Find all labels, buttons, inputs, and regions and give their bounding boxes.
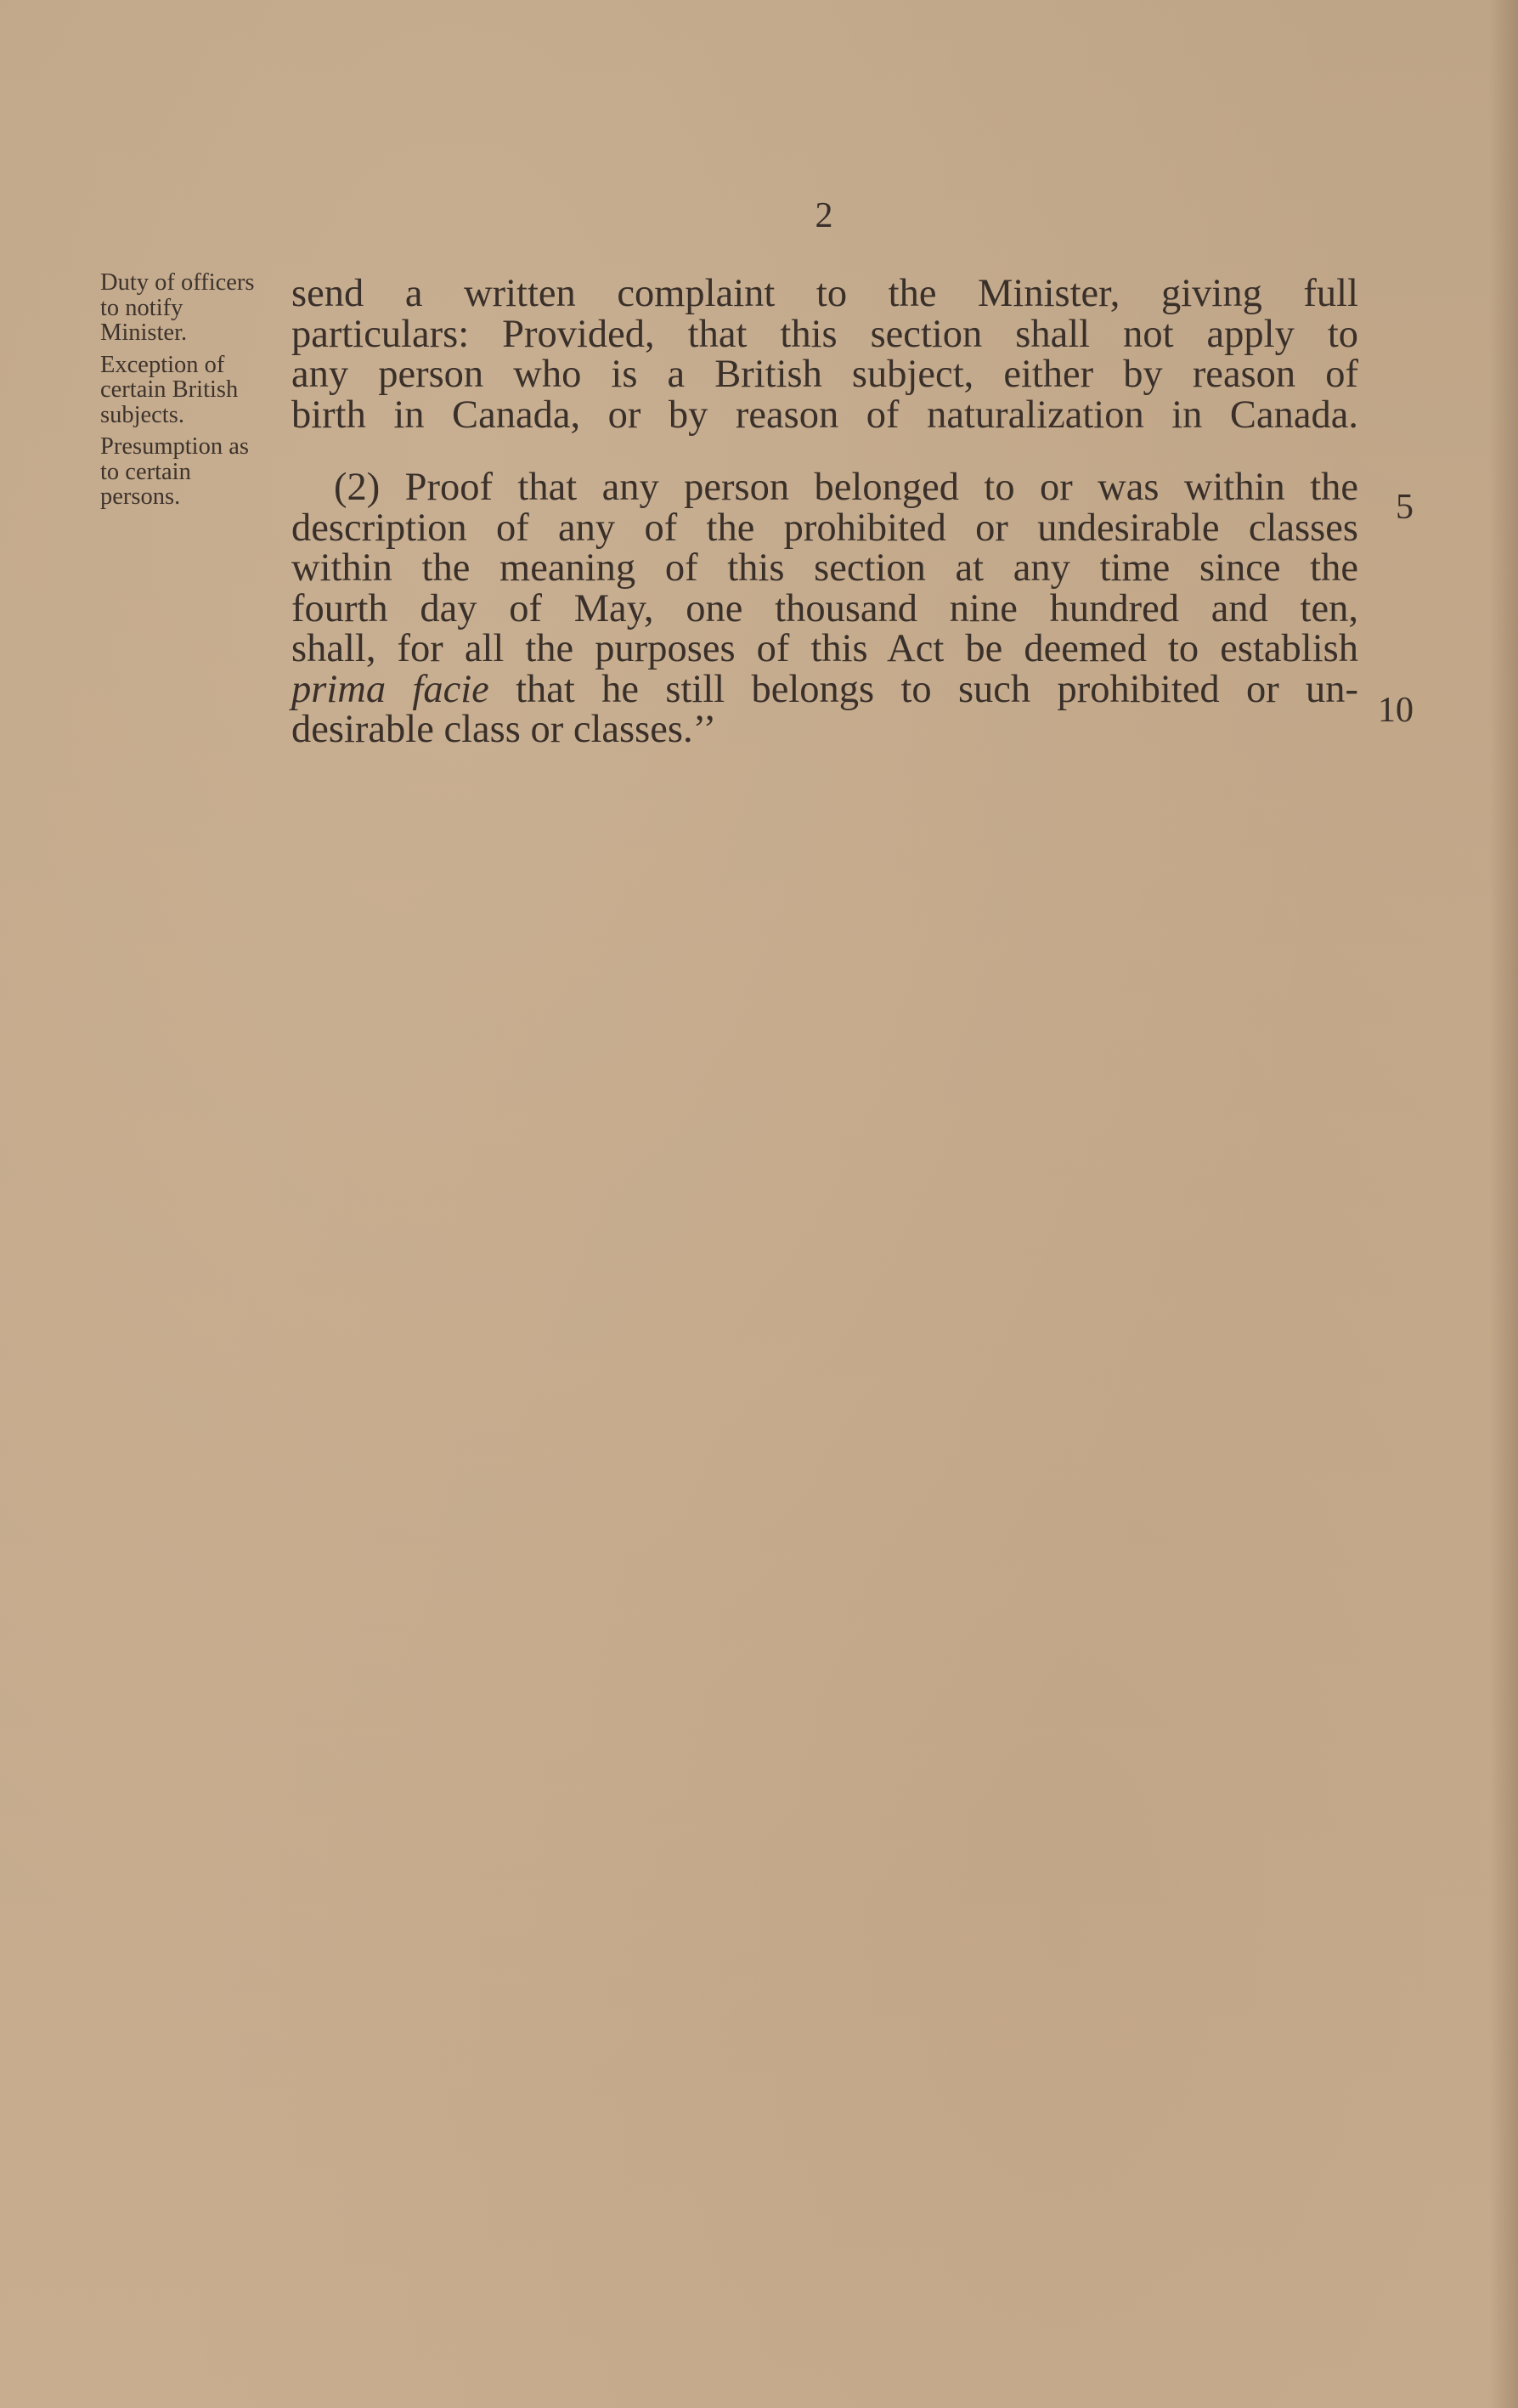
text-line: (2) Proof that any person belonged to or was within the — [334, 466, 1358, 509]
text-line: shall, for all the purposes of this Act be deemed to establish — [291, 627, 1358, 670]
paragraph-1 — [291, 274, 1358, 435]
margin-note-exception-british-subjects: Exception of certain British subjects. — [100, 351, 239, 428]
text-line: description of any of the prohibited or undesirable classes — [291, 506, 1358, 550]
italic-phrase: prima facie — [291, 667, 489, 711]
text-line: birth in Canada, or by reason of naturalization in Canada. — [291, 393, 1358, 437]
text-line-rest: that he still belongs to such prohibited or un- — [488, 667, 1358, 711]
line-number-10: 10 — [1378, 691, 1414, 730]
text-line-with-italic — [291, 667, 1358, 711]
text-line: send a written complaint to the Minister, giving full — [291, 272, 1358, 315]
text-line: any person who is a British subject, either by reason of — [291, 353, 1358, 396]
margin-notes — [100, 270, 270, 517]
page-number: 2 — [815, 196, 833, 235]
margin-note-presumption: Presumption as to certain persons. — [100, 433, 249, 510]
text-line: within the meaning of this section at any time since the — [291, 546, 1358, 590]
text-line: desirable class or classes.’’ — [291, 708, 717, 751]
text-line: fourth day of May, one thousand nine hundred and ten, — [291, 586, 1358, 630]
page-edge-shadow — [1489, 0, 1518, 2408]
line-number-5: 5 — [1396, 488, 1414, 527]
margin-note-duty-of-officers: Duty of officers to notify Minister. — [100, 269, 255, 346]
text-line: particulars: Provided, that this section shall not apply to — [291, 312, 1358, 356]
body-text — [291, 274, 1358, 750]
paragraph-2 — [291, 467, 1358, 750]
